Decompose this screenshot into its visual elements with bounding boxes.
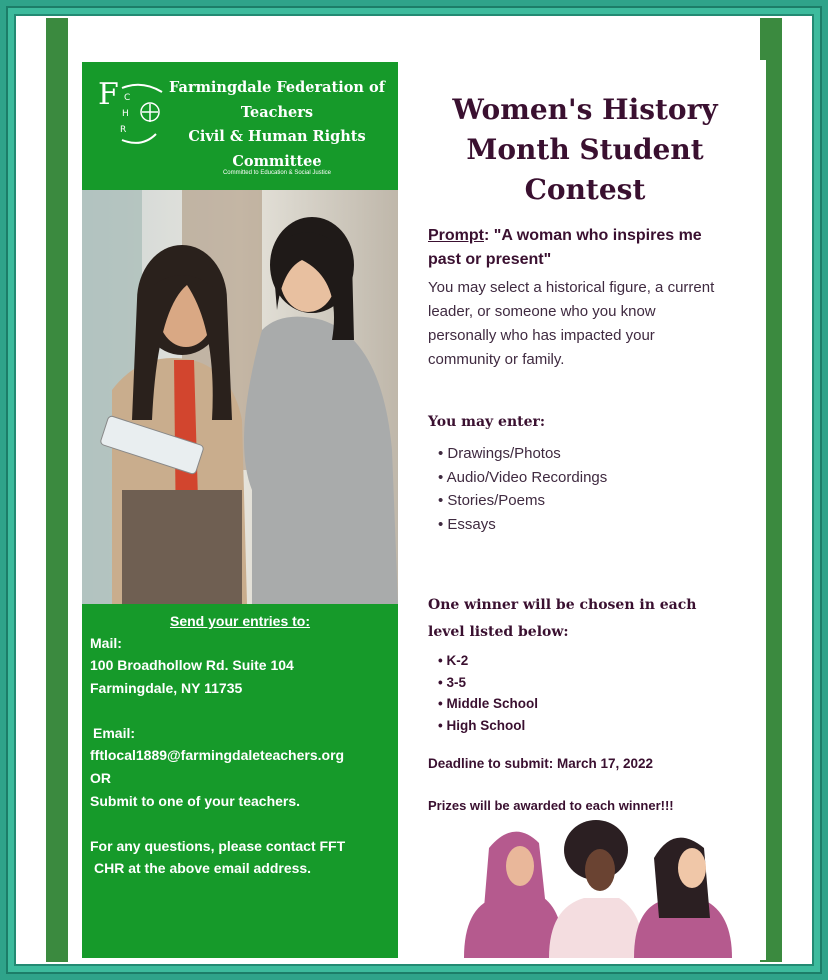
org-title [166,76,388,174]
org-line: Teachers [240,103,314,121]
svg-text:F: F [98,77,119,112]
list-item: • 3-5 [438,672,738,694]
submit-teacher-text: Submit to one of your teachers. [90,793,301,809]
svg-text:R: R [120,125,127,135]
list-item: • Drawings/Photos [438,442,738,466]
org-header [82,62,398,190]
title-line: Month Student [466,133,704,166]
list-item: • K-2 [438,650,738,672]
or-text: OR [90,770,111,786]
list-item: • High School [438,715,738,737]
left-green-bar [46,18,68,962]
level-list [438,650,738,736]
email-address[interactable]: fftlocal1889@farmingdaleteachers.org [90,747,345,763]
title-line: Contest [524,173,646,206]
address-line-2: Farmingdale, NY 11735 [90,680,243,696]
title-line: Women's History [452,93,718,126]
enter-title: You may enter: [428,414,546,430]
send-entries-title: Send your entries to: [169,613,311,629]
right-column [404,60,766,956]
deadline-text: Deadline to submit: March 17, 2022 [428,756,654,771]
fchr-logo-icon [92,70,172,150]
list-item: • Stories/Poems [438,489,738,513]
address-line-1: 100 Broadhollow Rd. Suite 104 [90,657,294,673]
svg-text:C: C [124,93,131,103]
list-item: • Essays [438,513,738,537]
org-tagline: Committed to Education & Social Justice [222,170,332,176]
svg-text:H: H [122,109,129,119]
prizes-text: Prizes will be awarded to each winner!!! [428,798,674,813]
contest-poster [68,60,766,960]
list-item: • Middle School [438,693,738,715]
winner-title: One winner will be chosen in each level listed below: [428,597,697,640]
mail-label: Mail: [90,635,122,651]
entry-type-list [438,442,738,536]
left-column [82,62,398,958]
list-item: • Audio/Video Recordings [438,466,738,490]
prompt-text: : "A woman who inspires me past or present" [428,227,702,268]
org-line: Committee [232,152,322,170]
email-label: Email: [93,725,136,741]
women-illustration [454,818,734,958]
questions-line-2: CHR at the above email address. [94,860,312,876]
contact-info [82,604,398,958]
prompt [428,224,728,272]
org-line: Civil & Human Rights [188,128,366,145]
contest-title [404,90,766,210]
org-line: Farmingdale Federation of [169,79,385,96]
questions-line-1: For any questions, please contact FFT [90,838,346,854]
prompt-label: Prompt [428,227,484,244]
prompt-description: You may select a historical figure, a current leader, or someone who you know personally who has impacted your community or family. [428,279,715,368]
students-photo [82,190,398,604]
